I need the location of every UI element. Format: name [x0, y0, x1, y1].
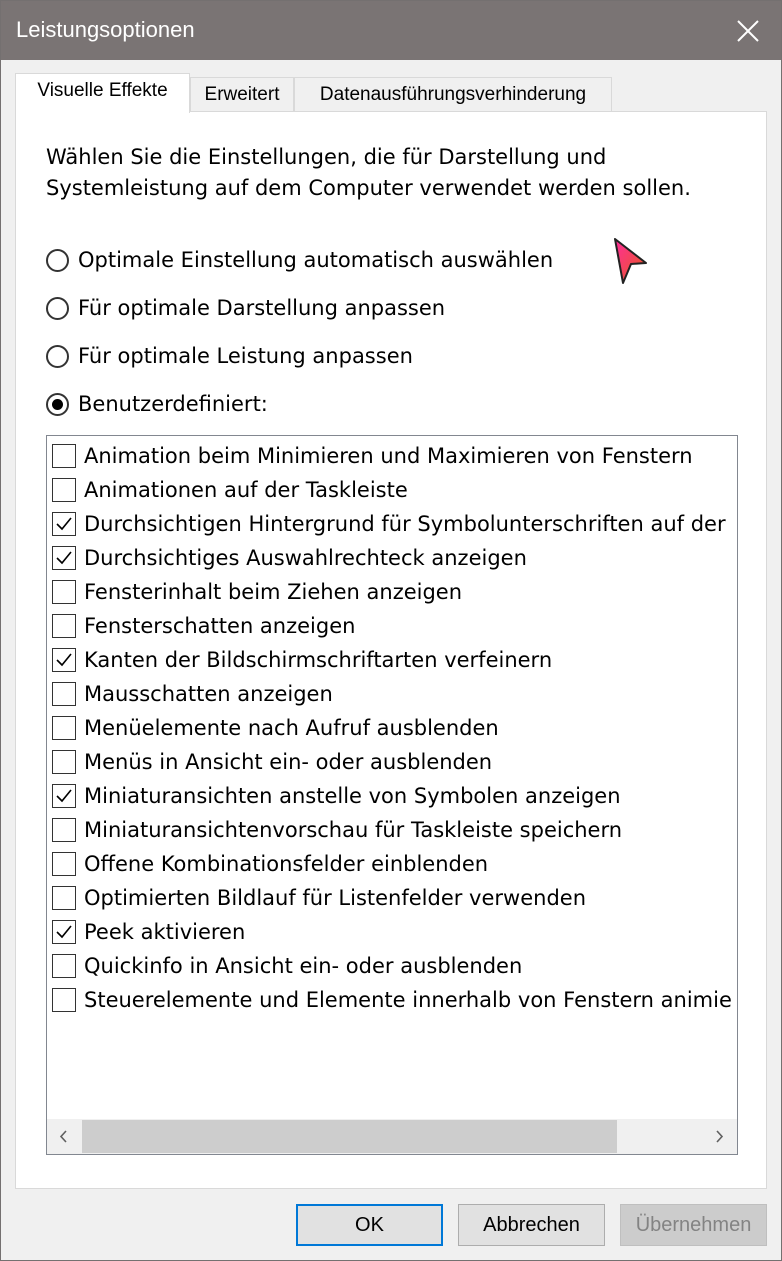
effect-label: Optimierten Bildlauf für Listenfelder verwenden — [84, 886, 587, 910]
chevron-right-icon — [703, 1119, 737, 1154]
effect-checkbox[interactable] — [52, 614, 76, 638]
effect-checkbox[interactable] — [52, 988, 76, 1012]
effect-list-item[interactable] — [47, 915, 737, 949]
tab-advanced[interactable] — [190, 77, 294, 111]
intro-text: Wählen Sie die Einstellungen, die für Darstellung und Systemleistung auf dem Computer verwendet werden sollen. — [46, 145, 691, 200]
effect-label: Menüelemente nach Aufruf ausblenden — [84, 716, 499, 740]
radio-best-appearance[interactable] — [46, 293, 445, 323]
effect-checkbox[interactable] — [52, 444, 76, 468]
effect-checkbox[interactable] — [52, 818, 76, 842]
effect-list-item[interactable] — [47, 575, 737, 609]
tab-dep[interactable] — [294, 77, 612, 111]
effect-checkbox[interactable] — [52, 954, 76, 978]
effect-checkbox[interactable] — [52, 852, 76, 876]
effect-list-item[interactable] — [47, 609, 737, 643]
tab-panel — [15, 111, 767, 1189]
effect-checkbox[interactable] — [52, 784, 76, 808]
effects-listbox[interactable] — [46, 435, 738, 1155]
checkmark-icon — [54, 650, 74, 670]
radio-label: Optimale Einstellung automatisch auswählen — [78, 248, 554, 272]
scroll-right-button[interactable] — [703, 1119, 737, 1154]
effect-checkbox[interactable] — [52, 580, 76, 604]
effect-list-item[interactable] — [47, 813, 737, 847]
checkmark-icon — [54, 514, 74, 534]
ok-button[interactable]: OK — [296, 1204, 443, 1246]
effect-label: Animation beim Minimieren und Maximieren von Fenstern — [84, 444, 693, 468]
tab-label: Visuelle Effekte — [37, 80, 168, 101]
effect-label: Animationen auf der Taskleiste — [84, 478, 408, 502]
effect-checkbox[interactable] — [52, 682, 76, 706]
effect-label: Miniaturansichten anstelle von Symbolen anzeigen — [84, 784, 621, 808]
checkmark-icon — [54, 548, 74, 568]
effect-checkbox[interactable] — [52, 478, 76, 502]
effects-list — [47, 439, 737, 1119]
effect-label: Steuerelemente und Elemente innerhalb von Fenstern animie — [84, 988, 732, 1012]
close-icon — [723, 6, 773, 56]
effect-label: Peek aktivieren — [84, 920, 246, 944]
scroll-thumb[interactable] — [82, 1120, 617, 1153]
effect-checkbox[interactable] — [52, 920, 76, 944]
checkmark-icon — [54, 786, 74, 806]
tab-visual-effects[interactable] — [15, 73, 190, 113]
effect-checkbox[interactable] — [52, 546, 76, 570]
effect-label: Durchsichtigen Hintergrund für Symbolunterschriften auf der — [84, 512, 726, 536]
window-title: Leistungsoptionen — [16, 17, 195, 42]
horizontal-scrollbar[interactable] — [47, 1119, 737, 1154]
effect-checkbox[interactable] — [52, 886, 76, 910]
effect-list-item[interactable] — [47, 643, 737, 677]
effect-list-item[interactable] — [47, 507, 737, 541]
effect-list-item[interactable] — [47, 541, 737, 575]
checkmark-icon — [54, 922, 74, 942]
effect-list-item[interactable] — [47, 711, 737, 745]
radio-button[interactable] — [46, 393, 69, 416]
tab-label: Erweitert — [204, 84, 280, 105]
scroll-left-button[interactable] — [47, 1119, 81, 1154]
cancel-button[interactable]: Abbrechen — [458, 1204, 605, 1246]
effect-label: Quickinfo in Ansicht ein- oder ausblenden — [84, 954, 523, 978]
effect-list-item[interactable] — [47, 439, 737, 473]
effect-label: Menüs in Ansicht ein- oder ausblenden — [84, 750, 493, 774]
radio-button[interactable] — [46, 297, 69, 320]
effect-label: Offene Kombinationsfelder einblenden — [84, 852, 489, 876]
effect-list-item[interactable] — [47, 779, 737, 813]
effect-list-item[interactable] — [47, 677, 737, 711]
effect-list-item[interactable] — [47, 847, 737, 881]
radio-best-performance[interactable] — [46, 341, 413, 371]
effect-label: Miniaturansichtenvorschau für Taskleiste speichern — [84, 818, 623, 842]
effect-label: Kanten der Bildschirmschriftarten verfeinern — [84, 648, 553, 672]
effect-checkbox[interactable] — [52, 648, 76, 672]
effect-label: Fensterschatten anzeigen — [84, 614, 356, 638]
effect-label: Durchsichtiges Auswahlrechteck anzeigen — [84, 546, 527, 570]
close-button[interactable] — [723, 6, 773, 56]
radio-button[interactable] — [46, 249, 69, 272]
title-bar[interactable] — [1, 1, 781, 60]
mouse-cursor-icon — [613, 237, 649, 287]
effect-checkbox[interactable] — [52, 716, 76, 740]
effect-checkbox[interactable] — [52, 512, 76, 536]
effect-list-item[interactable] — [47, 983, 737, 1017]
radio-label: Benutzerdefiniert: — [78, 392, 268, 416]
effect-list-item[interactable] — [47, 473, 737, 507]
apply-button[interactable]: Übernehmen — [620, 1204, 767, 1246]
effect-list-item[interactable] — [47, 881, 737, 915]
radio-label: Für optimale Leistung anpassen — [78, 344, 413, 368]
tab-strip — [1, 73, 781, 113]
effect-list-item[interactable] — [47, 745, 737, 779]
radio-custom[interactable] — [46, 389, 268, 419]
effect-label: Fensterinhalt beim Ziehen anzeigen — [84, 580, 463, 604]
chevron-left-icon — [47, 1119, 81, 1154]
effect-label: Mausschatten anzeigen — [84, 682, 333, 706]
effect-checkbox[interactable] — [52, 750, 76, 774]
tab-label: Datenausführungsverhinderung — [319, 84, 587, 105]
radio-button[interactable] — [46, 345, 69, 368]
effect-list-item[interactable] — [47, 949, 737, 983]
radio-label: Für optimale Darstellung anpassen — [78, 296, 446, 320]
radio-auto[interactable] — [46, 245, 553, 275]
